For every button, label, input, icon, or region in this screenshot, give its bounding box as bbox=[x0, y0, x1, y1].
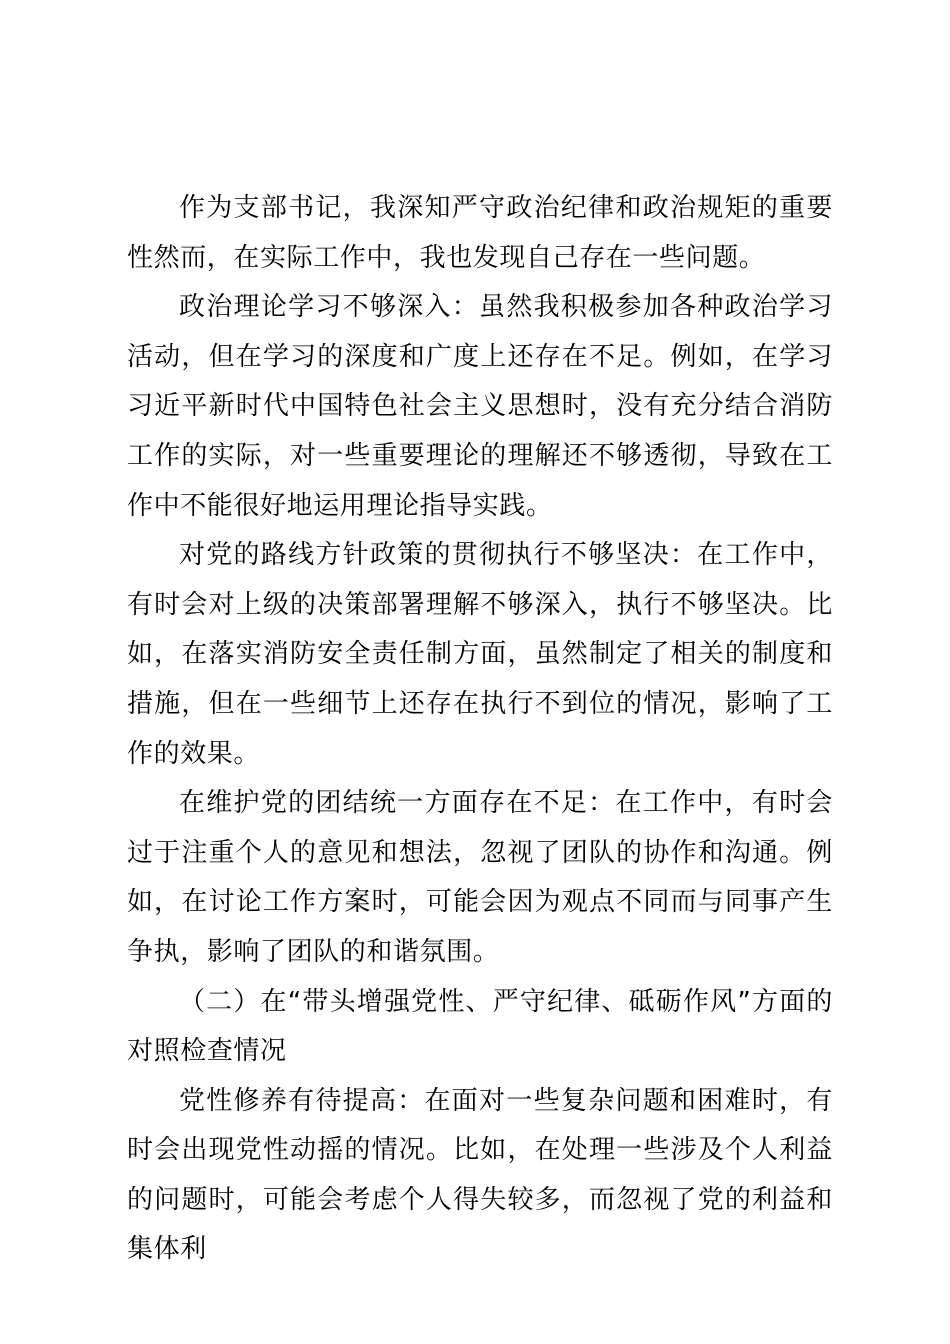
document-body bbox=[127, 184, 833, 1275]
paragraph-policy-execution: 对党的路线方针政策的贯彻执行不够坚决：在工作中，有时会对上级的决策部署理解不够深入，执行不够坚决。比如，在落实消防安全责任制方面，虽然制定了相关的制度和措施，但在一些细节上还存在执行不到位的情况，影响了工作的效果。 bbox=[127, 540, 833, 769]
paragraph-party-unity: 在维护党的团结统一方面存在不足：在工作中，有时会过于注重个人的意见和想法，忽视了团队的协作和沟通。例如，在讨论工作方案时，可能会因为观点不同而与同事产生争执，影响了团队的和谐氛围。 bbox=[127, 788, 833, 967]
paragraph-intro: 作为支部书记，我深知严守政治纪律和政治规矩的重要性然而，在实际工作中，我也发现自己存在一些问题。 bbox=[127, 193, 833, 273]
paragraph-theory-study: 政治理论学习不够深入：虽然我积极参加各种政治学习活动，但在学习的深度和广度上还存在不足。例如，在学习习近平新时代中国特色社会主义思想时，没有充分结合消防工作的实际，对一些重要理论的理解还不够透彻，导致在工作中不能很好地运用理论指导实践。 bbox=[127, 292, 833, 521]
paragraph-party-spirit: 党性修养有待提高：在面对一些复杂问题和困难时，有时会出现党性动摇的情况。比如，在处理一些涉及个人利益的问题时，可能会考虑个人得失较多，而忽视了党的利益和集体利 bbox=[127, 1085, 833, 1265]
section-heading: （二）在“带头增强党性、严守纪律、砥砺作风”方面的对照检查情况 bbox=[127, 986, 833, 1067]
